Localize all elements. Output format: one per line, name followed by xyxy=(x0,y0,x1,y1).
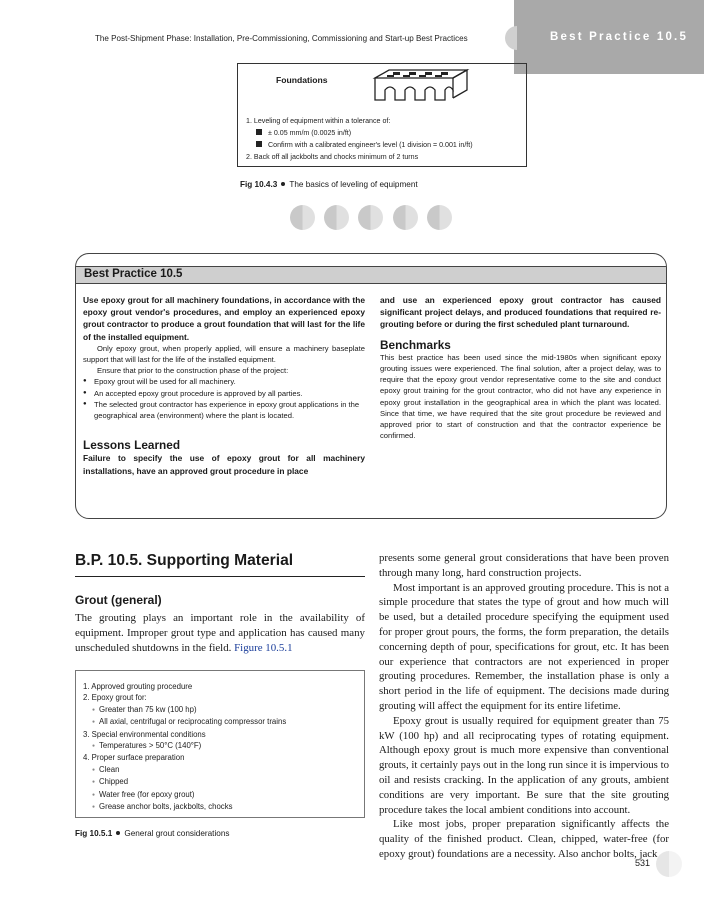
list-item: 3. Special environmental conditions xyxy=(83,729,206,739)
lead-statement-continued: and use an experienced epoxy grout contractor has caused significant project delays, and produced foundations that required re-grouting before or during the first scheduled plant turnaround. xyxy=(380,295,661,330)
subsection-heading: Grout (general) xyxy=(75,593,162,607)
paragraph: Ensure that prior to the construction phase of the project: xyxy=(97,366,289,376)
list-item: ● Water free (for epoxy grout) xyxy=(83,789,286,801)
list-item: ● An accepted epoxy grout procedure is approved by all parties. xyxy=(83,388,365,399)
list-item: Confirm with a calibrated engineer's level (1 division = 0.001 in/ft) xyxy=(246,139,473,151)
figure-leveling-list xyxy=(246,115,473,163)
paragraph: Like most jobs, proper preparation significantly affects the quality of the finished product. Clean, chipped, water-free (for epoxy grout) foundations are a necessity. Also anchor bolts, jack xyxy=(379,818,669,860)
paragraph: Most important is an approved grouting procedure. This is not a simple procedure that states the type of grout and how much will be used, but a detailed procedure specifying the equipment used for proper grout pours, the forms, the form preparation, the details concerning depth of pour, specifications for grout, etc. It has been our experience that contractors are not experienced in proper grouting procedures. Remember, the installation phase is only a short period in the life of equipment. The decisions made during grouting will affect the equipment for its entire lifetime. xyxy=(379,581,669,712)
paragraph: presents some general grout considerations that have been proven through many long, hard construction projects. xyxy=(379,552,669,579)
list-item: ● Grease anchor bolts, jackbolts, chocks xyxy=(83,801,286,813)
bullet-dot-icon xyxy=(281,182,285,186)
figure-title: Foundations xyxy=(276,75,328,85)
bullet-dot-icon xyxy=(116,831,120,835)
figure-link[interactable]: Figure 10.5.1 xyxy=(234,641,293,654)
figure-caption xyxy=(240,180,418,189)
list-item: ● All axial, centrifugal or reciprocating compressor trains xyxy=(83,716,286,728)
best-practice-left-column xyxy=(83,294,365,477)
lessons-heading: Lessons Learned xyxy=(83,438,181,453)
half-circle-icon xyxy=(505,26,529,50)
paragraph: Epoxy grout is usually required for equipment greater than 75 kW (100 hp) and all reciprocating types of rotating equipment. Although epoxy grout is much more expensive than conventional grouts, it certainly pays out in the long run since it is impervious to oil and resists cracking. In the application of any grouts, ambient conditions are very important. Be sure that the site grouting procedure takes the local ambient conditions into account. xyxy=(379,714,669,816)
lead-statement: Use epoxy grout for all machinery foundations, in accordance with the epoxy grout vendor's procedures, and employ an experienced epoxy grout contractor to produce a grout foundation that will last for the life of the installed equipment. xyxy=(83,295,365,342)
list-item: ● Temperatures > 50°C (140°F) xyxy=(83,740,286,752)
grout-paragraph: The grouting plays an important role in the availability of equipment. Improper grout type and application has caused many unscheduled shutdowns in the field. Figure 10.5.1 xyxy=(75,612,365,654)
decorative-circle-icon xyxy=(324,205,349,230)
paragraph: Only epoxy grout, when properly applied, will ensure a machinery baseplate support that will last for the life of the installed equipment. xyxy=(83,343,365,365)
figure-grout-list xyxy=(83,681,286,813)
caption-label: Fig 10.5.1 xyxy=(75,829,113,838)
list-item: ● Epoxy grout will be used for all machinery. xyxy=(83,376,365,387)
best-practice-right-column xyxy=(380,294,661,441)
foundation-drawing xyxy=(371,66,471,106)
list-item: 1. Leveling of equipment within a tolerance of: xyxy=(246,117,391,125)
benchmarks-heading: Benchmarks xyxy=(380,337,451,352)
divider xyxy=(75,576,365,577)
decorative-circle-icon xyxy=(427,205,452,230)
list-item: ● The selected grout contractor has experience in epoxy grout applications in the geographical area (environment) where the plant is located. xyxy=(83,399,365,421)
list-item: 1. Approved grouting procedure xyxy=(83,682,193,691)
best-practice-header xyxy=(76,266,666,284)
caption-text: General grout considerations xyxy=(124,829,230,838)
list-item: ● Clean xyxy=(83,764,286,776)
list-item: 2. Back off all jackbolts and chocks minimum of 2 turns xyxy=(246,153,419,161)
page-number: 531 xyxy=(635,858,651,868)
list-item: ● Greater than 75 kw (100 hp) xyxy=(83,704,286,716)
benchmarks-text: This best practice has been used since the mid-1980s when significant epoxy grouting issues were experienced. The final solution, after a project delay, was to require that the epoxy grout vendor representative come to the site and conduct epoxy grout training for the grout contractor, who did not have any experience in epoxy grout installation in the geographical area in which the plant was located. Since that time, we have required that the site grout procedure be reviewed and approved prior to start of construction and that the contractor experience be confirmed. xyxy=(380,352,661,441)
caption-text: The basics of leveling of equipment xyxy=(289,180,418,189)
decorative-circle-icon xyxy=(656,851,682,877)
list-item: 4. Proper surface preparation xyxy=(83,753,185,763)
best-practice-title: Best Practice 10.5 xyxy=(84,268,183,280)
bullet-list xyxy=(83,376,365,421)
lessons-text: Failure to specify the use of epoxy grout for all machinery installations, have an approved grout procedure in place xyxy=(83,453,365,476)
square-bullet-icon xyxy=(256,141,262,147)
square-bullet-icon xyxy=(256,129,262,135)
section-tab-label: Best Practice 10.5 xyxy=(550,31,689,43)
body-text-right-column xyxy=(379,551,669,862)
decorative-circle-icon xyxy=(393,205,418,230)
list-item: 2. Epoxy grout for: xyxy=(83,693,147,703)
decorative-circle-icon xyxy=(358,205,383,230)
figure-caption xyxy=(75,829,229,838)
decorative-circle-icon xyxy=(290,205,315,230)
list-item: ● Chipped xyxy=(83,776,286,788)
caption-label: Fig 10.4.3 xyxy=(240,180,278,189)
section-title: B.P. 10.5. Supporting Material xyxy=(75,552,294,569)
list-item: ± 0.05 mm/m (0.0025 in/ft) xyxy=(246,127,473,139)
running-head: The Post-Shipment Phase: Installation, Pre-Commissioning, Commissioning and Start-up Best Practices xyxy=(95,33,468,43)
